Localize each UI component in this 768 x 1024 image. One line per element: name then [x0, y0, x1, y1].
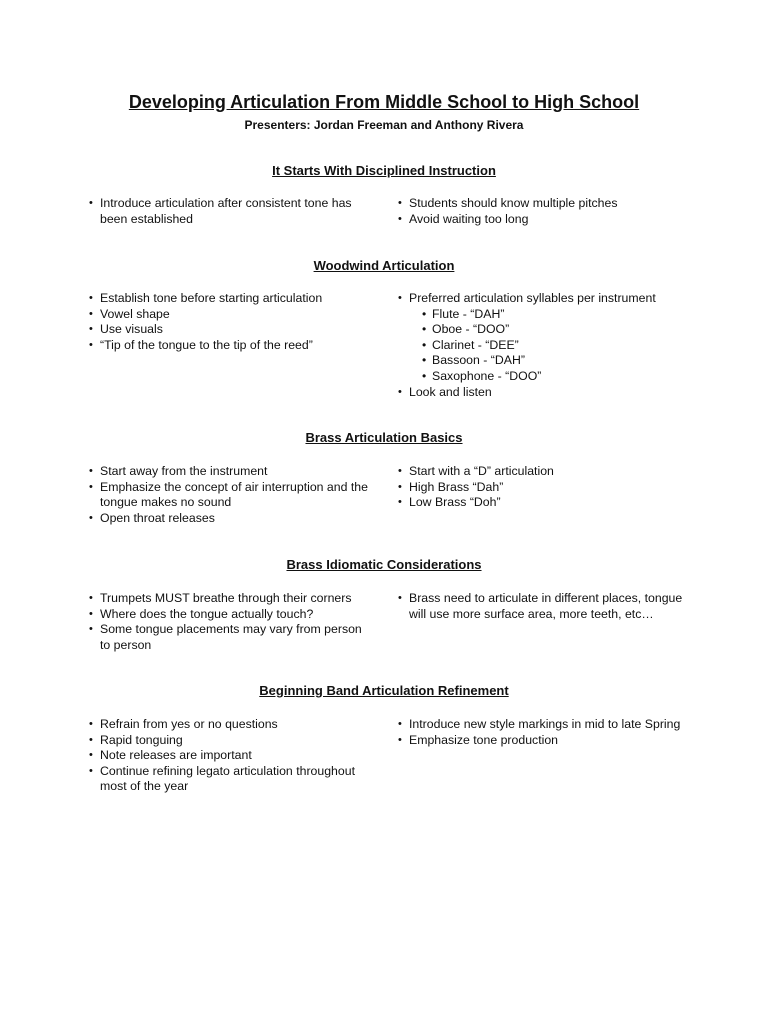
section-woodwind-articulation — [0, 257, 768, 399]
sub-bullet-item: • Oboe - “DOO” — [409, 322, 698, 338]
section-heading: Brass Idiomatic Considerations — [286, 557, 482, 572]
bullet-item: • Emphasize tone production — [398, 733, 683, 749]
left-column — [89, 291, 374, 353]
section-heading: Woodwind Articulation — [313, 258, 455, 273]
page-title: Developing Articulation From Middle School to High School — [128, 92, 640, 112]
bullet-item: • Note releases are important — [89, 748, 374, 764]
left-column — [89, 717, 374, 795]
bullet-item: • Emphasize the concept of air interruption and the tongue makes no sound — [89, 480, 374, 511]
bullet-item: • Establish tone before starting articulation — [89, 291, 374, 307]
bullet-item: • Rapid tonguing — [89, 733, 374, 749]
left-column — [89, 464, 374, 526]
sub-bullet-item: • Saxophone - “DOO” — [409, 369, 698, 385]
bullet-item: • Where does the tongue actually touch? — [89, 607, 374, 623]
section-brass-idiomatic-considerations — [0, 556, 768, 652]
left-column — [89, 196, 374, 227]
instrument-syllable-list — [409, 307, 698, 385]
right-column — [398, 291, 698, 400]
bullet-item: • Continue refining legato articulation throughout most of the year — [89, 764, 374, 795]
bullet-item: • High Brass “Dah” — [398, 480, 683, 496]
bullet-item: • Open throat releases — [89, 511, 374, 527]
sub-bullet-item: • Flute - “DAH” — [409, 307, 698, 323]
bullet-item: • Vowel shape — [89, 307, 374, 323]
right-column — [398, 591, 683, 622]
sub-bullet-item: • Clarinet - “DEE” — [409, 338, 698, 354]
left-column — [89, 591, 374, 653]
bullet-item — [398, 291, 698, 385]
bullet-item: • Students should know multiple pitches — [398, 196, 683, 212]
bullet-item: • “Tip of the tongue to the tip of the reed” — [89, 338, 374, 354]
bullet-item: • Introduce new style markings in mid to late Spring — [398, 717, 683, 733]
section-heading: Brass Articulation Basics — [305, 430, 463, 445]
bullet-item: • Use visuals — [89, 322, 374, 338]
right-column — [398, 717, 683, 748]
right-column — [398, 464, 683, 511]
bullet-item: • Look and listen — [398, 385, 698, 401]
bullet-item: • Start away from the instrument — [89, 464, 374, 480]
right-column — [398, 196, 683, 227]
section-heading: Beginning Band Articulation Refinement — [259, 683, 509, 698]
sub-bullet-item: • Bassoon - “DAH” — [409, 353, 698, 369]
bullet-item: • Avoid waiting too long — [398, 212, 683, 228]
section-heading: It Starts With Disciplined Instruction — [272, 163, 496, 178]
presenters-line: Presenters: Jordan Freeman and Anthony Rivera — [244, 118, 524, 132]
section-disciplined-instruction — [0, 162, 768, 226]
bullet-item: • Low Brass “Doh” — [398, 495, 683, 511]
bullet-item: • Refrain from yes or no questions — [89, 717, 374, 733]
bullet-item: • Trumpets MUST breathe through their corners — [89, 591, 374, 607]
bullet-item: • Start with a “D” articulation — [398, 464, 683, 480]
bullet-item: • Brass need to articulate in different places, tongue will use more surface area, more teeth, etc… — [398, 591, 683, 622]
bullet-item: • Introduce articulation after consistent tone has been established — [89, 196, 374, 227]
bullet-item: • Some tongue placements may vary from person to person — [89, 622, 374, 653]
bullet-text: Preferred articulation syllables per instrument — [409, 291, 656, 305]
section-beginning-band-refinement — [0, 682, 768, 794]
section-brass-articulation-basics — [0, 429, 768, 525]
